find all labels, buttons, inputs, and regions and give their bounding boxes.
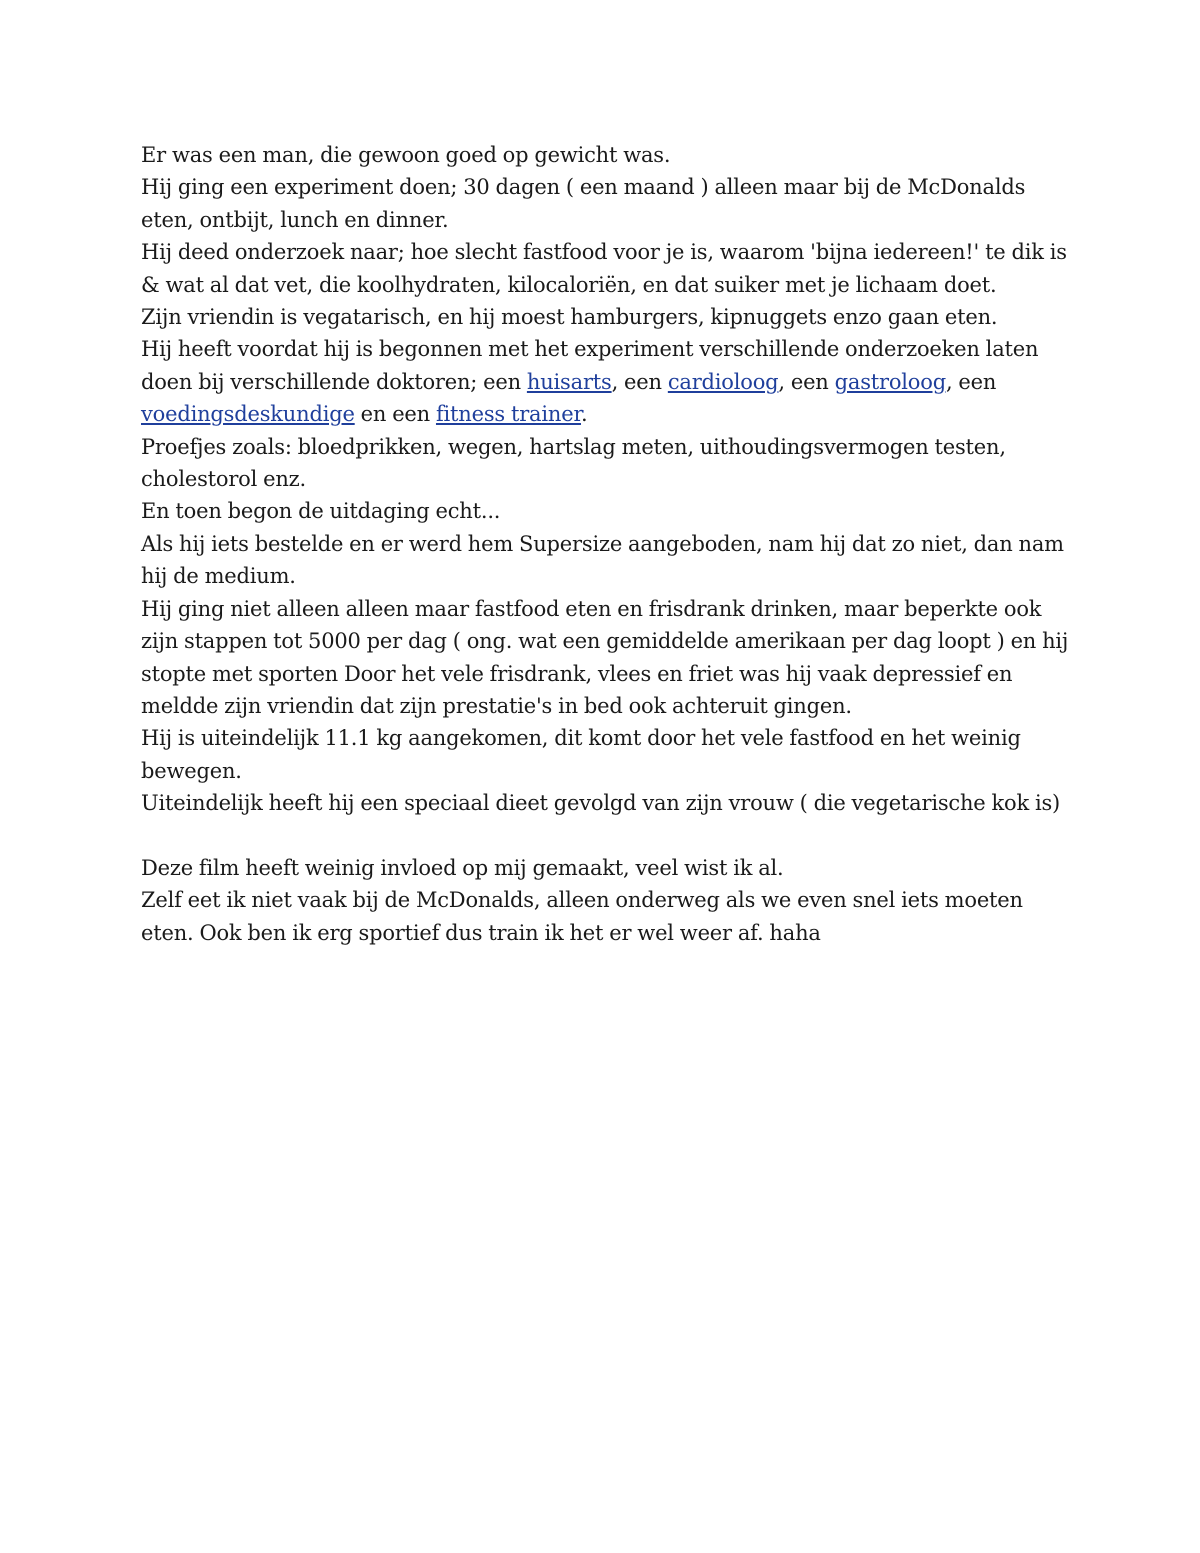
paragraph-restrictions: Hij ging niet alleen alleen maar fastfood eten en frisdrank drinken, maar beperkte ook zijn stappen tot 5000 per dag ( ong. wat een gemiddelde amerikaan per dag loopt ) en hij stopte met sporten Door het vele frisdrank, vlees en friet was hij vaak depressief en meldde zijn vriendin dat zijn prestatie's in bed ook achteruit gingen. bbox=[141, 596, 1069, 718]
doctors-text-after: . bbox=[580, 402, 588, 427]
doctors-separator-3: , een bbox=[945, 369, 997, 394]
link-huisarts[interactable]: huisarts bbox=[526, 369, 612, 394]
blank-line bbox=[141, 820, 1071, 852]
link-gastroloog[interactable]: gastroloog bbox=[834, 369, 946, 394]
paragraph-research: Hij deed onderzoek naar; hoe slecht fastfood voor je is, waarom 'bijna iedereen!' te dik is & wat al dat vet, die koolhydraten, kilocaloriën, en dat suiker met je lichaam doet. bbox=[141, 240, 1067, 297]
paragraph-tests: Proefjes zoals: bloedprikken, wegen, hartslag meten, uithoudingsvermogen testen, cholestorol enz. bbox=[141, 434, 1006, 492]
paragraph-supersize: Als hij iets bestelde en er werd hem Supersize aangeboden, nam hij dat zo niet, dan nam hij de medium. bbox=[141, 531, 1064, 589]
paragraph-challenge-start: En toen begon de uitdaging echt... bbox=[141, 499, 501, 524]
paragraph-experiment: Hij ging een experiment doen; 30 dagen ( een maand ) alleen maar bij de McDonalds eten, ontbijt, lunch en dinner. bbox=[141, 175, 1026, 232]
paragraph-personal: Zelf eet ik niet vaak bij de McDonalds, alleen onderweg als we even snel iets moeten eten. Ook ben ik erg sportief dus train ik het er wel weer af. haha bbox=[141, 888, 1023, 945]
doctors-separator-2: , een bbox=[778, 369, 835, 394]
link-voedingsdeskundige[interactable]: voedingsdeskundige bbox=[141, 402, 355, 427]
paragraph-opinion: Deze film heeft weinig invloed op mij gemaakt, veel wist ik al. bbox=[141, 855, 784, 880]
paragraph-girlfriend: Zijn vriendin is vegatarisch, en hij moest hamburgers, kipnuggets enzo gaan eten. bbox=[141, 305, 998, 330]
paragraph-weight-gain: Hij is uiteindelijk 11.1 kg aangekomen, dit komt door het vele fastfood en het weinig bewegen. bbox=[141, 726, 1021, 783]
doctors-separator-1: , een bbox=[611, 369, 668, 394]
paragraph-diet: Uiteindelijk heeft hij een speciaal dieet gevolgd van zijn vrouw ( die vegetarische kok is) bbox=[141, 791, 1061, 816]
paragraph-doctors bbox=[141, 333, 1071, 430]
doctors-separator-4: en een bbox=[354, 402, 436, 427]
doctors-text-before: Hij heeft voordat hij is begonnen met het experiment verschillende onderzoeken laten doen bij verschillende doktoren; een bbox=[141, 337, 1039, 394]
link-fitness-trainer[interactable]: fitness trainer bbox=[435, 402, 581, 427]
link-cardioloog[interactable]: cardioloog bbox=[667, 369, 779, 394]
paragraph-intro: Er was een man, die gewoon goed op gewicht was. bbox=[141, 143, 671, 167]
document-body bbox=[141, 139, 1071, 949]
